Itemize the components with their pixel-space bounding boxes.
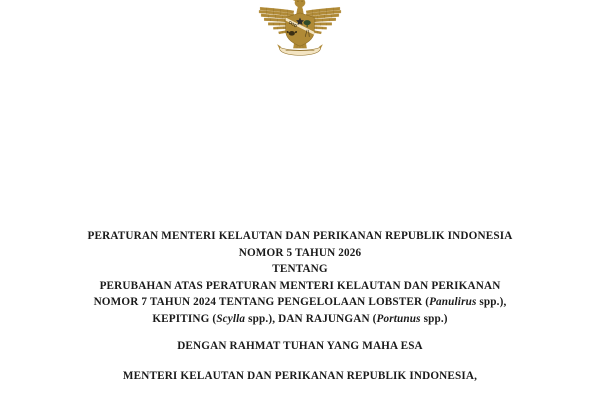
emblem-container — [0, 0, 600, 90]
subject-b-middle: spp.), DAN RAJUNGAN ( — [245, 312, 377, 325]
title-line-tentang: TENTANG — [272, 263, 328, 275]
subject-b-after: spp.) — [420, 312, 448, 325]
document-title-block — [0, 228, 600, 384]
title-line-subject-a — [0, 294, 600, 311]
subject-a-after: spp.), — [476, 296, 507, 308]
subject-a-before: NOMOR 7 TAHUN 2024 TENTANG PENGELOLAAN LOBSTER ( — [93, 296, 430, 308]
spacer-before-blessing — [0, 327, 600, 338]
subject-b-italic-1: Scylla — [216, 312, 246, 325]
spacer-before-authority — [0, 355, 600, 368]
garuda-pancasila-emblem — [248, 0, 352, 86]
subject-b-before: KEPITING ( — [152, 312, 217, 325]
subject-a-italic: Panulirus — [429, 296, 477, 308]
authority-line: MENTERI KELAUTAN DAN PERIKANAN REPUBLIK INDONESIA, — [122, 369, 478, 382]
title-line-amendment: PERUBAHAN ATAS PERATURAN MENTERI KELAUTAN DAN PERIKANAN — [99, 279, 501, 292]
title-line-subject-b — [0, 311, 600, 328]
subject-b-italic-2: Portunus — [376, 312, 421, 325]
title-line-number: NOMOR 5 TAHUN 2026 — [238, 246, 362, 259]
blessing-line: DENGAN RAHMAT TUHAN YANG MAHA ESA — [177, 340, 423, 352]
title-line-ministry: PERATURAN MENTERI KELAUTAN DAN PERIKANAN REPUBLIK INDONESIA — [87, 230, 513, 242]
